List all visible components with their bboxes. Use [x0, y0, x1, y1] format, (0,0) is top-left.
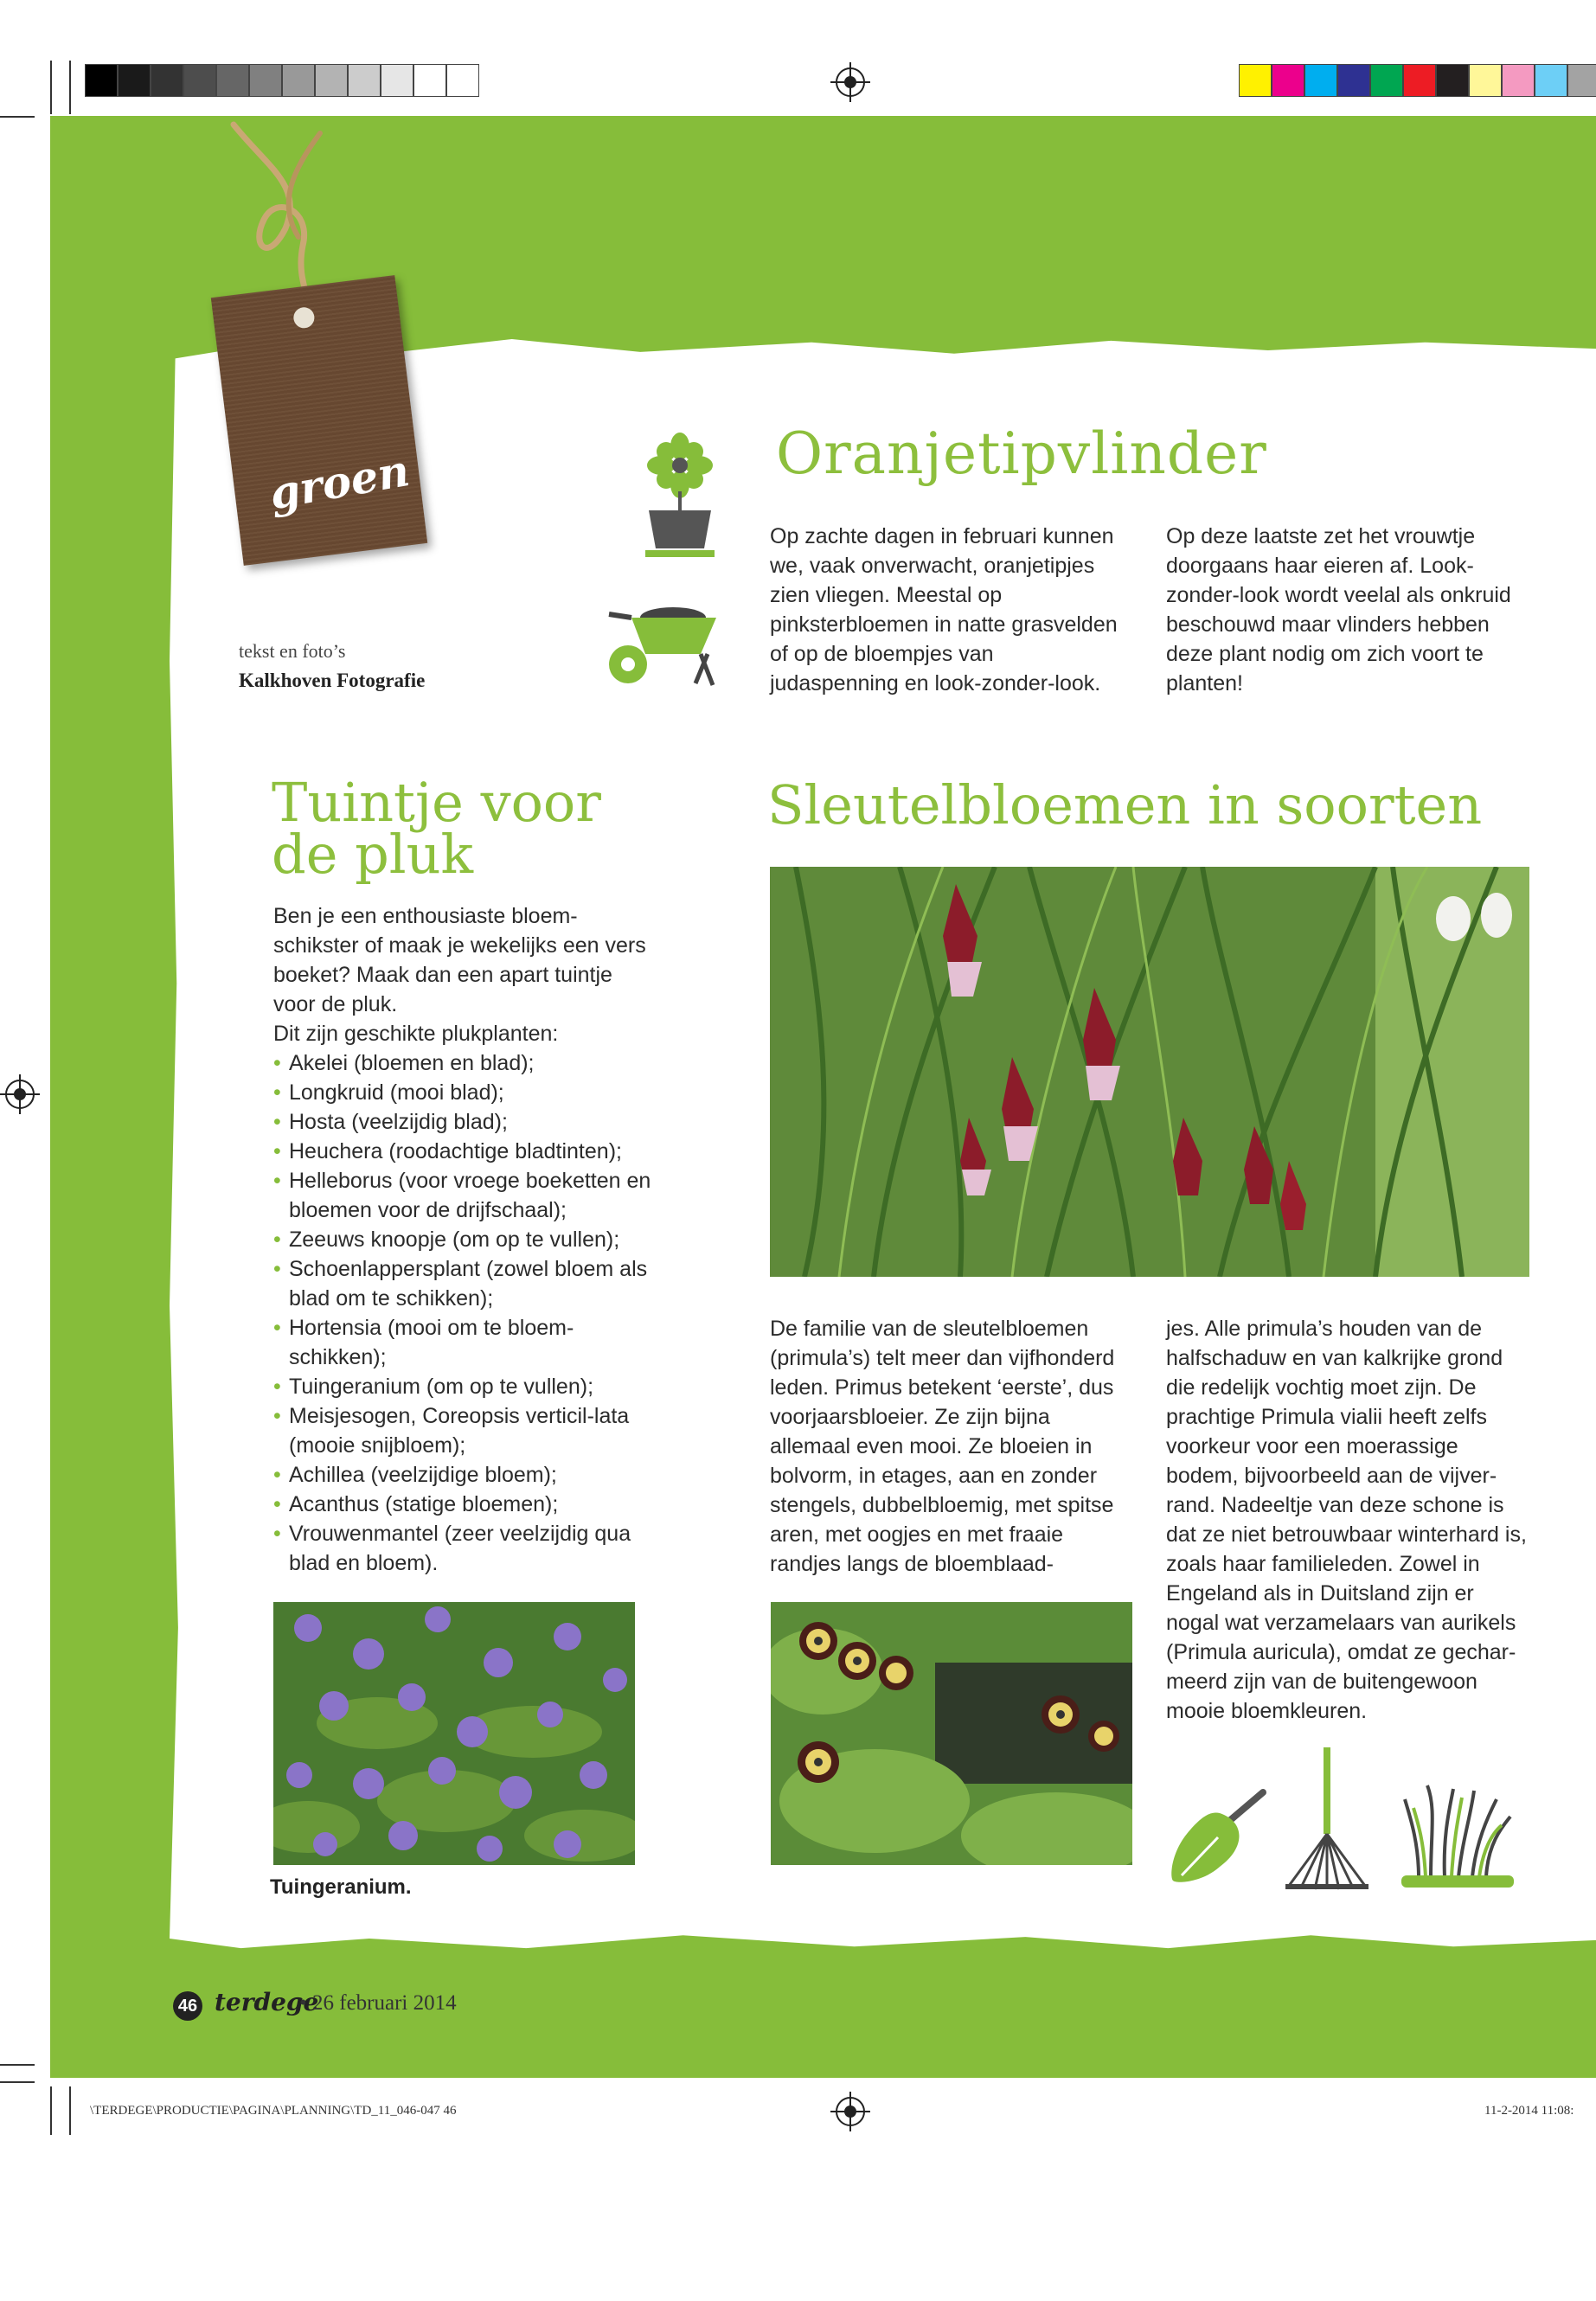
list-item: • Helleborus (voor vroege boeketten en bloemen voor de drijfschaal); — [273, 1166, 654, 1225]
tuin-body — [273, 901, 654, 1578]
label-tag — [211, 275, 427, 566]
trowel-icon — [1168, 1787, 1272, 1891]
crop-mark — [0, 2081, 35, 2083]
registration-mark-icon — [836, 2097, 865, 2126]
tuin-title — [272, 771, 601, 886]
brand-logo: terdege — [215, 1988, 319, 2016]
page-number: 46 — [173, 1991, 202, 2021]
oranje-title: Oranjetipvlinder — [776, 420, 1267, 487]
primula-vialii-photo — [770, 867, 1529, 1277]
process-color-bar — [1239, 64, 1596, 99]
tuin-intro2: Dit zijn geschikte plukplanten: — [273, 1022, 559, 1046]
primula-photo — [771, 1602, 1132, 1865]
tuin-intro: Ben je een enthousiaste bloem-schikster of maak je wekelijks een vers boeket? Maak dan een apart tuintje voor de pluk. — [273, 904, 646, 1016]
registration-mark-icon — [836, 67, 865, 97]
oranje-col2: Op deze laatste zet het vrouwtje doorgaans haar eieren af. Look-zonder-look wordt veelal als onkruid beschouwd maar vlinders hebben deze plant nodig om zich voort te planten! — [1166, 524, 1511, 695]
sleutel-col1: De familie van de sleutelbloemen (primula’s) telt meer dan vijfhonderd leden. Primus betekent ‘eerste’, dus voorjaarsbloeier. Ze zijn bijna allemaal even mooi. Ze bloeien in bolvorm, in etages, aan en zonder stengels, dubbelbloemig, met spitse aren, met oogjes en met fraaie randjes langs de bloemblaad- — [770, 1317, 1115, 1576]
list-item: • Akelei (bloemen en blad); — [273, 1048, 654, 1078]
slug-path: \TERDEGE\PRODUCTIE\PAGINA\PLANNING\TD_11_046-047 46 — [90, 2104, 457, 2118]
crop-mark — [50, 61, 52, 114]
tuin-title-line1: Tuintje voor — [272, 771, 601, 834]
plant-list — [273, 1048, 654, 1578]
rake-icon — [1280, 1747, 1375, 1894]
slug-timestamp: 11-2-2014 11:08: — [1484, 2104, 1574, 2118]
list-item: • Longkruid (mooi blad); — [273, 1078, 654, 1107]
tag-hole — [292, 306, 316, 330]
list-item: • Vrouwenmantel (zeer veelzijdig qua blad en bloem). — [273, 1519, 654, 1578]
list-item: • Schoenlappersplant (zowel bloem als blad om te schikken); — [273, 1254, 654, 1313]
crop-mark — [50, 2086, 52, 2135]
sleutel-title: Sleutelbloemen in soorten — [767, 773, 1483, 836]
crop-mark — [69, 2086, 71, 2135]
grayscale-color-bar — [85, 64, 479, 99]
credit-line: tekst en foto’s — [239, 640, 346, 662]
crop-mark — [69, 61, 71, 114]
tuin-title-line2: de pluk — [272, 823, 474, 886]
grass-tuft-icon — [1401, 1782, 1514, 1894]
list-item: • Acanthus (statige bloemen); — [273, 1490, 654, 1519]
issue-date: • 26 februari 2014 — [299, 1991, 457, 2015]
crop-mark — [0, 116, 35, 118]
oranje-col1: Op zachte dagen in februari kunnen we, vaak onverwacht, oranjetipjes zien vliegen. Meestal op pinksterbloemen in natte grasvelden of op de bloempjes van judaspenning en look-zonder-look. — [770, 524, 1118, 695]
credit-name: Kalkhoven Fotografie — [239, 670, 426, 691]
crop-mark — [0, 2064, 35, 2066]
list-item: • Hortensia (mooi om te bloem-schikken); — [273, 1313, 654, 1372]
list-item: • Meisjesogen, Coreopsis verticil-lata (mooie snijbloem); — [273, 1401, 654, 1460]
list-item: • Heuchera (roodachtige bladtinten); — [273, 1137, 654, 1166]
list-item: • Zeeuws knoopje (om op te vullen); — [273, 1225, 654, 1254]
list-item: • Tuingeranium (om op te vullen); — [273, 1372, 654, 1401]
geranium-caption: Tuingeranium. — [270, 1875, 412, 1899]
tag-label: groen — [265, 445, 413, 520]
wheelbarrow-icon — [606, 606, 727, 692]
geranium-photo — [273, 1602, 635, 1865]
sleutel-col2: jes. Alle primula’s houden van de halfschaduw en van kalkrijke grond die redelijk vochtig moet zijn. De prachtige Primula vialii heeft zelfs voorkeur voor een moerassige bodem, bijvoorbeeld aan de vijver-rand. Nadeeltje van deze schone is dat ze niet betrouwbaar winterhard is, zoals haar familieleden. Zowel in Engeland als in Duitsland zijn er nogal wat verzamelaars van aurikels (Primula auricula), omdat ze gechar-meerd zijn van de buitengewoon mooie bloemkleuren. — [1166, 1317, 1527, 1723]
potted-flower-icon — [640, 431, 720, 561]
list-item: • Achillea (veelzijdige bloem); — [273, 1460, 654, 1490]
registration-mark-icon — [5, 1080, 35, 1109]
list-item: • Hosta (veelzijdig blad); — [273, 1107, 654, 1137]
